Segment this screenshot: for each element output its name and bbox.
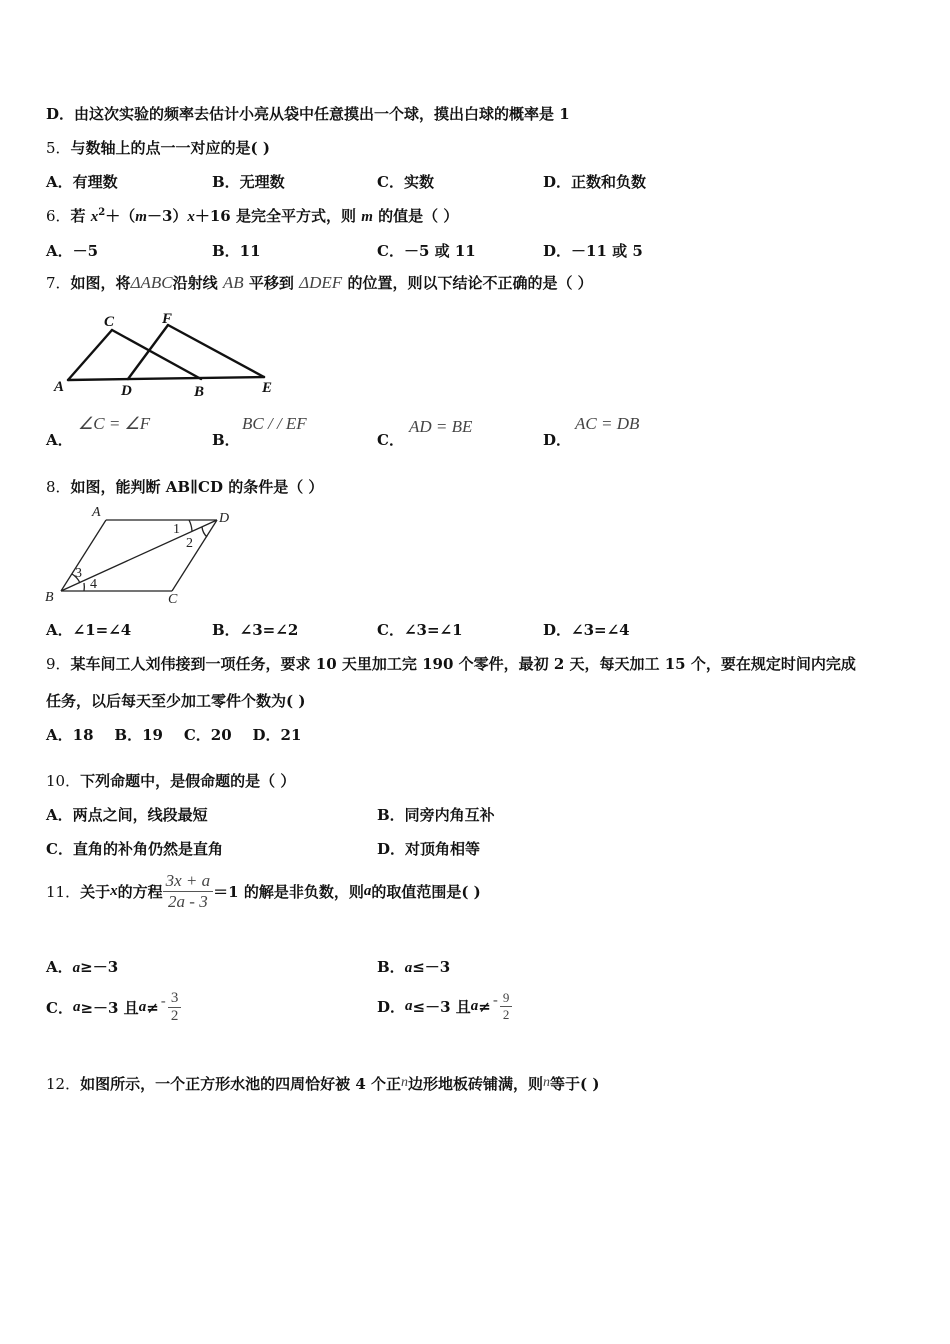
q7-segment-ab: AB [222, 273, 244, 292]
q7-option-b [212, 429, 240, 450]
q7-option-c-letter: C． [377, 431, 404, 449]
q8-figure [44, 503, 244, 609]
q7-label-e: E [262, 380, 273, 396]
q7-option-d [543, 429, 571, 450]
q8-angle-4: 4 [90, 577, 97, 592]
q8-option-a: A．∠1=∠4 [46, 621, 132, 639]
q12-text-2: 边形地板砖铺满，则 [407, 1075, 543, 1093]
q6-text-2: ＋（ [105, 207, 136, 225]
q7-option-a-math: ∠C = ∠F [78, 414, 151, 433]
q11-var-x: x [110, 883, 118, 899]
q11-option-d-var: a [405, 998, 413, 1014]
q5-option-b: B．无理数 [212, 173, 285, 191]
q11-option-d [377, 990, 512, 1023]
q11-option-d-var2: a [470, 998, 479, 1014]
q6-option-b: B．11 [212, 242, 261, 260]
q7-option-b-letter: B． [212, 431, 240, 449]
q11-option-d-denominator: 2 [502, 1007, 510, 1022]
q7-text-2: 沿射线 [172, 274, 218, 292]
q6-exponent: 2 [98, 207, 106, 218]
q11-option-b [377, 956, 450, 977]
q8-label-c: C [168, 592, 178, 607]
q8-angle-3: 3 [75, 566, 82, 581]
q7-figure [46, 308, 286, 400]
q11-var-a: a [363, 883, 372, 899]
q11-option-c-var: a [72, 999, 81, 1015]
q9-stem-line1 [46, 653, 856, 674]
q8-label-b: B [45, 590, 54, 605]
q6-number: 6． [46, 207, 71, 225]
q7-label-a: A [54, 379, 65, 395]
q7-stem [46, 272, 593, 293]
q11-equation-fraction [163, 871, 214, 912]
q6-var-x2: x [187, 209, 195, 225]
q6-text-5: 的值是（ ） [372, 207, 459, 225]
q8-number: 8． [46, 478, 71, 496]
q7-label-c: C [104, 314, 115, 330]
q11-option-d-minus: - [492, 990, 498, 1009]
q9-number: 9． [46, 655, 71, 673]
q6-text-4: ＋16 是完全平方式，则 [194, 207, 362, 225]
q6-stem [46, 205, 458, 226]
q8-option-c: C．∠3=∠1 [377, 621, 463, 639]
q11-option-d-letter: D． [377, 998, 406, 1016]
q11-option-c-minus: - [160, 991, 166, 1010]
q11-option-c-letter: C． [46, 999, 73, 1017]
q11-option-d-not-equal: ≠ [478, 997, 491, 1016]
q11-fraction-denominator: 2a - 3 [168, 892, 208, 911]
q6-option-a: A．－5 [46, 242, 99, 260]
q10-option-d: D．对顶角相等 [377, 840, 481, 858]
q11-number: 11． [46, 883, 81, 901]
q6-var-m2: m [361, 209, 373, 225]
q7-option-d-math: AC = DB [575, 414, 640, 433]
q10-text: 下列命题中，是假命题的是（ ） [80, 772, 296, 790]
q11-option-b-var: a [404, 960, 413, 976]
q9-stem-line2: 任务，以后每天至少加工零件个数为( ) [46, 692, 306, 710]
q11-option-a-text: ≥－3 [80, 958, 119, 976]
q11-option-b-text: ≤－3 [412, 958, 451, 976]
q11-option-b-letter: B． [377, 958, 405, 976]
q11-stem [46, 871, 481, 912]
q11-text-1: 关于 [80, 883, 111, 901]
q11-option-d-fraction [500, 990, 513, 1023]
q11-option-c [46, 990, 181, 1025]
q11-option-a-var: a [72, 960, 81, 976]
q7-option-c [377, 429, 404, 450]
q11-option-c-text: ≥－3 且 [80, 999, 139, 1017]
q5-option-d: D．正数和负数 [543, 173, 647, 191]
q8-angle-1: 1 [173, 522, 180, 537]
q11-option-a-letter: A． [46, 958, 73, 976]
q7-option-b-math: BC / / EF [242, 414, 307, 433]
q6-var-x: x [90, 209, 99, 225]
q6-text-3: －3） [146, 207, 188, 225]
q7-text-1: 如图，将 [70, 274, 131, 292]
q10-option-b: B．同旁内角互补 [377, 806, 495, 824]
q8-stem [46, 476, 323, 497]
q12-stem [46, 1073, 599, 1094]
q7-label-d: D [121, 383, 132, 399]
q7-triangle-def: ΔDEF [299, 273, 343, 292]
q11-fraction-numerator: 3x + a [163, 871, 214, 892]
q5-text: 与数轴上的点一一对应的是( ) [70, 139, 270, 157]
q11-option-c-denominator: 2 [170, 1008, 179, 1024]
q7-triangle-abc: ΔABC [130, 273, 173, 292]
q12-text-3: 等于( ) [550, 1075, 600, 1093]
q11-text-4: 的取值范围是( ) [371, 883, 481, 901]
q7-option-c-math: AD = BE [409, 417, 473, 436]
q12-text-1: 如图所示，一个正方形水池的四周恰好被 4 个正 [80, 1075, 401, 1093]
q5-option-c: C．实数 [377, 173, 434, 191]
q12-var-n: n [400, 1075, 408, 1090]
q6-text-1: 若 [70, 207, 91, 225]
q8-option-d: D．∠3=∠4 [543, 621, 630, 639]
q11-text-3: ＝1 的解是非负数，则 [213, 883, 364, 901]
q12-number: 12． [46, 1075, 81, 1093]
q11-option-c-not-equal: ≠ [146, 998, 159, 1017]
q10-number: 10． [46, 772, 81, 790]
q7-label-f: F [162, 311, 173, 327]
q11-option-d-numerator: 9 [500, 990, 513, 1007]
q6-var-m: m [135, 209, 147, 225]
q11-option-c-var2: a [138, 999, 147, 1015]
q10-option-a: A．两点之间，线段最短 [46, 806, 208, 824]
q9-text-1: 某车间工人刘伟接到一项任务，要求 10 天里加工完 190 个零件，最初 2 天，每天加工 15 个，要在规定时间内完成 [70, 655, 856, 673]
q11-option-d-text: ≤－3 且 [412, 998, 471, 1016]
q5-option-a: A．有理数 [46, 173, 118, 191]
q9-options: A．18 B．19 C．20 D．21 [46, 726, 302, 744]
q12-var-n2: n [543, 1075, 550, 1090]
q7-text-4: 的位置，则以下结论不正确的是（ ） [347, 274, 593, 292]
q7-option-a-letter: A． [46, 431, 73, 449]
q11-text-2: 的方程 [117, 883, 163, 901]
q6-option-c: C．－5 或 11 [377, 242, 476, 260]
q7-option-a [46, 429, 73, 450]
q6-option-d: D．－11 或 5 [543, 242, 643, 260]
q4-option-d: D．由这次实验的频率去估计小亮从袋中任意摸出一个球，摸出白球的概率是 1 [46, 105, 570, 123]
q10-option-c: C．直角的补角仍然是直角 [46, 840, 223, 858]
q11-option-a [46, 956, 118, 977]
q7-text-3: 平移到 [248, 274, 294, 292]
q11-option-c-fraction [168, 990, 182, 1025]
q8-option-b: B．∠3=∠2 [212, 621, 299, 639]
q8-label-a: A [92, 505, 101, 520]
q5-number: 5． [46, 139, 71, 157]
q8-text: 如图，能判断 AB∥CD 的条件是（ ） [70, 478, 324, 496]
q11-option-c-numerator: 3 [168, 990, 182, 1008]
q7-option-d-letter: D． [543, 431, 572, 449]
q8-angle-2: 2 [186, 536, 193, 551]
q10-stem [46, 770, 295, 791]
q5-stem [46, 137, 270, 158]
q7-number: 7． [46, 274, 71, 292]
q7-label-b: B [194, 384, 205, 400]
q8-label-d: D [219, 511, 230, 526]
